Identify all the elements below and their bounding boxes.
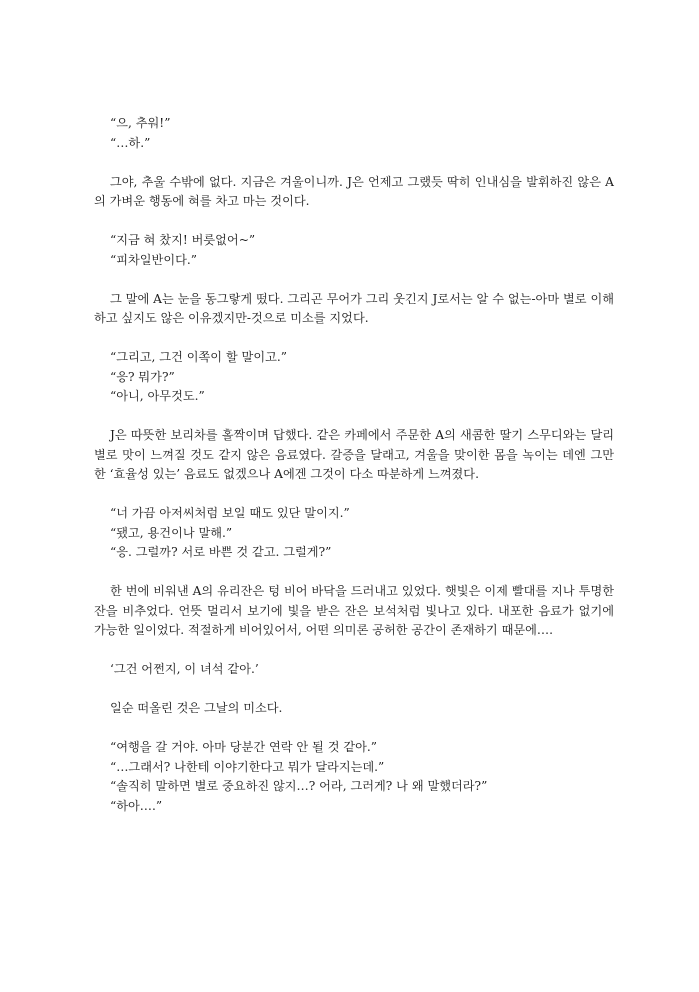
- narration-paragraph: 일순 떠올린 것은 그날의 미소다.: [110, 701, 283, 715]
- dialogue-line: “여행을 갈 거야. 아마 당분간 연락 안 될 것 같아.”: [110, 740, 377, 754]
- dialogue-line: “피차일반이다.”: [110, 252, 197, 267]
- paragraph-gap: [94, 153, 614, 173]
- dialogue-line: “너 가끔 아저씨처럼 보일 때도 있단 말이지.”: [110, 506, 350, 520]
- narration-paragraph: 그야, 추울 수밖에 없다. 지금은 겨울이니까. J은 언제고 그랬듯 딱히 인내심을 발휘하진 않은 A의 가벼운 행동에 혀를 차고 마는 것이다.: [94, 174, 614, 208]
- narration-paragraph: 그 말에 A는 눈을 동그랗게 떴다. 그리곤 무어가 그리 웃긴지 J로서는 알 수 없는-아마 별로 이해하고 싶지도 않은 이유겠지만-것으로 미소를 지었다.: [94, 291, 614, 325]
- story-text: [94, 114, 614, 816]
- dialogue-line: “응. 그럴까? 서로 바쁜 것 같고. 그럴게?”: [110, 545, 332, 559]
- dialogue-line: “지금 혀 찼지! 버릇없어~”: [110, 233, 256, 247]
- inner-thought-line: ‘그건 어쩐지, 이 녀석 같아.’: [110, 662, 259, 676]
- dialogue-line: “솔직히 말하면 별로 중요하진 않지…? 어라, 그러게? 나 왜 말했더라?”: [110, 779, 488, 793]
- narration-paragraph: J은 따뜻한 보리차를 홀짝이며 답했다. 같은 카페에서 주문한 A의 새콤한 딸기 스무디와는 달리 별로 맛이 느껴질 것도 같지 않은 음료였다. 갈증을 달래고, 겨울을 맞이한 몸을 녹이는 데엔 그만한 ‘효율성 있는’ 음료도 없겠으나 A에겐 그것이 다소 따분하게 느껴졌다.: [94, 428, 614, 481]
- dialogue-line: “아니, 아무것도.”: [110, 389, 205, 403]
- paragraph-gap: [94, 407, 614, 427]
- dialogue-line: “…하.”: [110, 135, 151, 150]
- dialogue-line: “으, 추워!”: [110, 116, 171, 130]
- dialogue-line: “하아….”: [110, 798, 163, 813]
- paragraph-gap: [94, 270, 614, 290]
- paragraph-gap: [94, 563, 614, 583]
- dialogue-line: “됐고, 용건이나 말해.”: [110, 525, 233, 540]
- dialogue-line: “응? 뭐가?”: [110, 369, 175, 384]
- dialogue-line: “그리고, 그건 이쪽이 할 말이고.”: [110, 350, 287, 364]
- narration-paragraph: 한 번에 비워낸 A의 유리잔은 텅 비어 바닥을 드러내고 있었다. 햇빛은 이제 빨대를 지나 투명한 잔을 비추었다. 언뜻 멀리서 보기에 빛을 받은 잔은 보석처럼 빛나고 있다. 내포한 음료가 없기에 가능한 일이었다. 적절하게 비어있어서, 어떤 의미론 공허한 공간이 존재하기 때문에….: [94, 584, 614, 637]
- dialogue-line: “…그래서? 나한테 이야기한다고 뭐가 달라지는데.”: [110, 759, 385, 774]
